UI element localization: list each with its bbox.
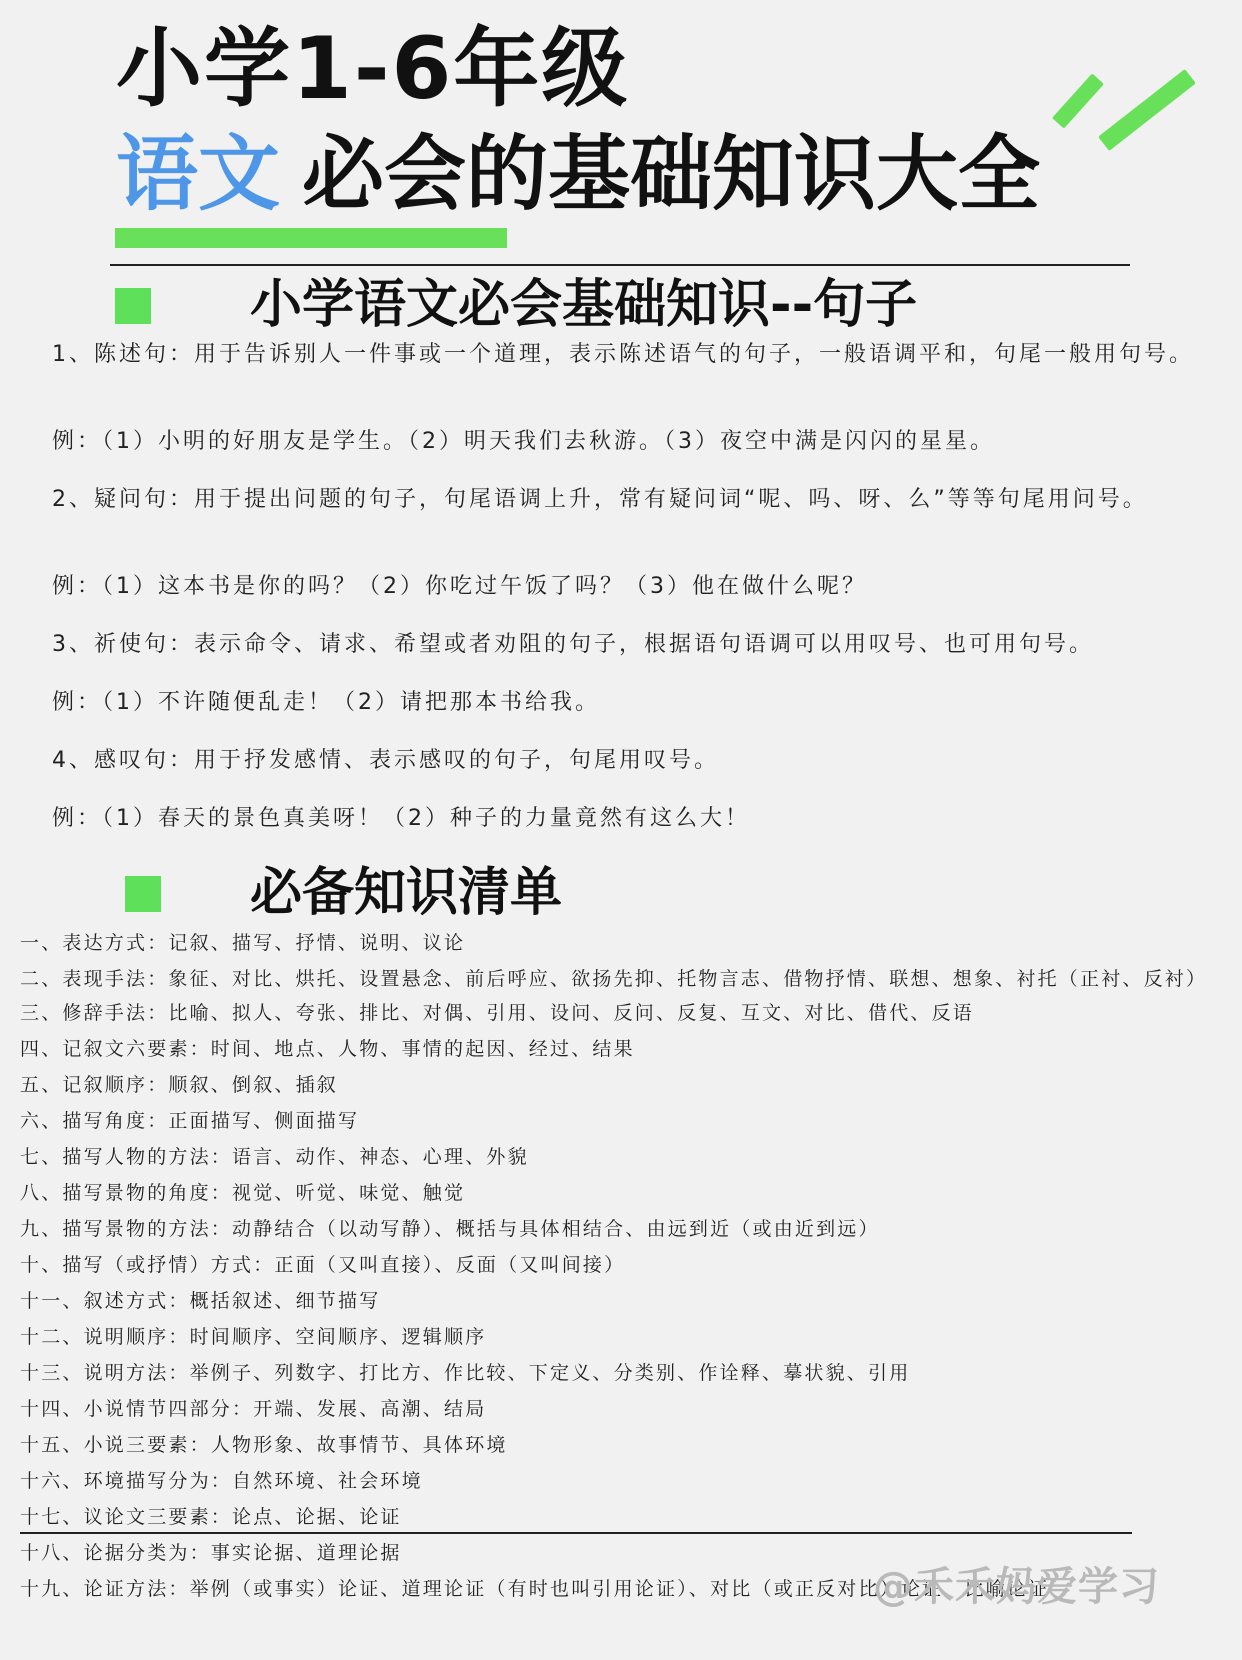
- list-item: 六、描写角度：正面描写、侧面描写: [20, 1110, 360, 1132]
- list-item: 十五、小说三要素：人物形象、故事情节、具体环境: [20, 1434, 508, 1456]
- list-item: 四、记叙文六要素：时间、地点、人物、事情的起因、经过、结果: [20, 1038, 635, 1060]
- list-item: 九、描写景物的方法：动静结合（以动写静）、概括与具体相结合、由远到近（或由近到远）: [20, 1218, 880, 1240]
- list-item: 三、修辞手法：比喻、拟人、夸张、排比、对偶、引用、设问、反问、反复、互文、对比、借代、反语: [20, 1002, 975, 1024]
- list-item: 十一、叙述方式：概括叙述、细节描写: [20, 1290, 381, 1312]
- list-item: 十、描写（或抒情）方式：正面（又叫直接）、反面（又叫间接）: [20, 1254, 626, 1276]
- list-item: 十六、环境描写分为：自然环境、社会环境: [20, 1470, 423, 1492]
- section2-header: [0, 858, 1242, 928]
- list-item: 十三、说明方法：举例子、列数字、打比方、作比较、下定义、分类别、作诠释、摹状貌、引用: [20, 1362, 911, 1384]
- list-item: 十八、论据分类为：事实论据、道理论据: [20, 1542, 402, 1564]
- title-divider: [110, 264, 1130, 266]
- list-item: 八、描写景物的角度：视觉、听觉、味觉、触觉: [20, 1182, 466, 1204]
- green-square-icon: [115, 288, 151, 324]
- title-line1: 小学1-6年级: [116, 19, 630, 119]
- list-item: 十九、论证方法：举例（或事实）论证、道理论证（有时也叫引用论证）、对比（或正反对比）论证、比喻论证: [20, 1578, 1050, 1600]
- list-item: 十二、说明顺序：时间顺序、空间顺序、逻辑顺序: [20, 1326, 487, 1348]
- knowledge-list: [20, 930, 1225, 1612]
- sentence-item: 2、疑问句：用于提出问题的句子，句尾语调上升，常有疑问词“呢、吗、呀、么”等等句尾用问号。: [52, 487, 1148, 512]
- title-rest: 必会的基础知识大全: [302, 127, 1041, 222]
- title-underline: [115, 228, 507, 248]
- list-item: 十七、议论文三要素：论点、论据、论证: [20, 1506, 402, 1528]
- sentence-item: 1、陈述句：用于告诉别人一件事或一个道理，表示陈述语气的句子，一般语调平和，句尾一般用句号。: [52, 342, 1195, 367]
- sentence-item: 3、祈使句：表示命令、请求、希望或者劝阻的句子，根据语句语调可以用叹号、也可用句号。: [52, 632, 1095, 657]
- sentence-item: 4、感叹句：用于抒发感情、表示感叹的句子，句尾用叹号。: [52, 748, 719, 773]
- section1-header: [0, 270, 1242, 340]
- list-item: 一、表达方式：记叙、描写、抒情、说明、议论: [20, 932, 466, 954]
- list-item: 十四、小说情节四部分：开端、发展、高潮、结局: [20, 1398, 487, 1420]
- list-item: 五、记叙顺序：顺叙、倒叙、插叙: [20, 1074, 339, 1096]
- title-line2: [116, 128, 1040, 222]
- green-square-icon: [125, 876, 161, 912]
- sentence-example: 例：（1）小明的好朋友是学生。（2）明天我们去秋游。（3）夜空中满是闪闪的星星。: [52, 429, 995, 454]
- list-item: 七、描写人物的方法：语言、动作、神态、心理、外貌: [20, 1146, 529, 1168]
- watermark: @禾禾妈爱学习: [873, 1564, 1160, 1610]
- deco-slash-small: [1052, 73, 1104, 128]
- sentence-example: 例：（1）不许随便乱走！（2）请把那本书给我。: [52, 690, 600, 715]
- title-accent: 语文: [116, 127, 281, 222]
- section1-heading: 小学语文必会基础知识--句子: [250, 275, 918, 335]
- section2-heading: 必备知识清单: [250, 863, 563, 923]
- list-item: 二、表现手法：象征、对比、烘托、设置悬念、前后呼应、欲扬先抑、托物言志、借物抒情、联想、想象、衬托（正衬、反衬）: [20, 968, 1208, 990]
- sentence-example: 例：（1）这本书是你的吗？（2）你吃过午饭了吗？（3）他在做什么呢？: [52, 574, 867, 599]
- bottom-divider: [20, 1532, 1132, 1534]
- sentence-example: 例：（1）春天的景色真美呀！（2）种子的力量竟然有这么大！: [52, 806, 750, 831]
- deco-slash-large: [1098, 69, 1196, 151]
